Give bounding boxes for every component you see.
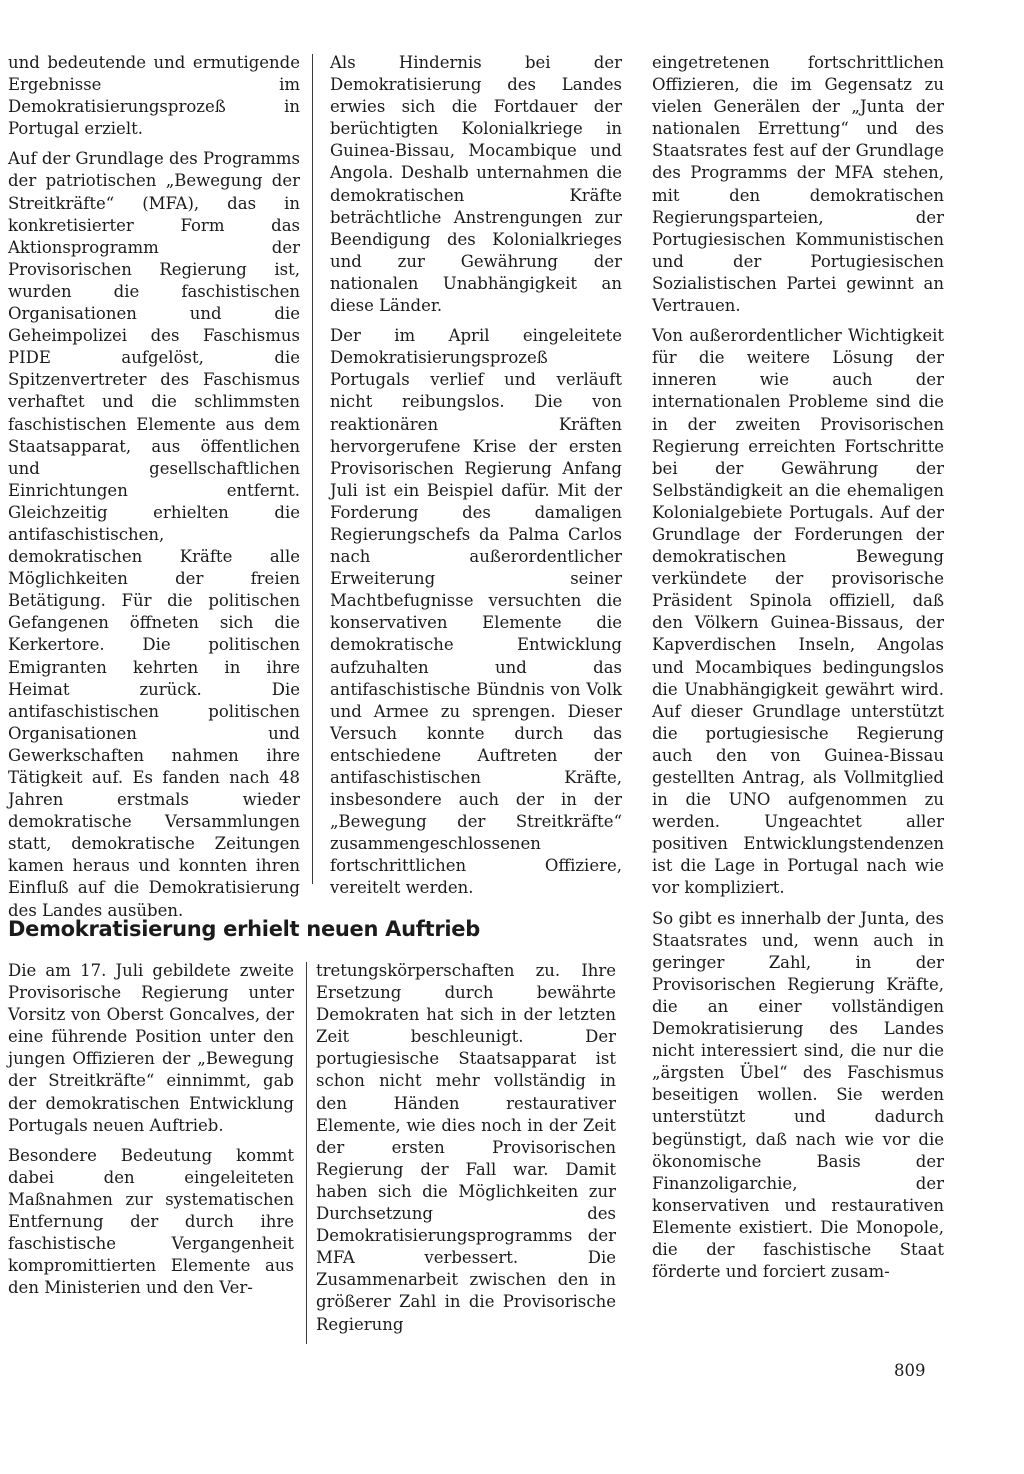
- paragraph: Auf der Grundlage des Programms der patriotischen „Bewegung der Streitkräfte“ (MFA), das in konkretisierter Form das Aktionsprogramm der Provisorischen Regierung ist, wurden die faschistischen Organisationen und die Geheimpolizei des Faschismus PIDE aufgelöst, die Spitzenvertreter des Faschismus verhaftet und die schlimmsten faschistischen Elemente aus dem Staatsapparat, aus öffentlichen und gesellschaftlichen Einrichtungen entfernt. Gleichzeitig erhielten die antifaschistischen, demokratischen Kräfte alle Möglichkeiten der freien Betätigung. Für die politischen Gefangenen öffneten sich die Kerkertore. Die politischen Emigranten kehrten in ihre Heimat zurück. Die antifaschistischen politischen Organisationen und Gewerkschaften nahmen ihre Tätigkeit auf. Es fanden nach 48 Jahren erstmals wieder demokratische Versammlungen statt, demokratische Zeitungen kamen heraus und konnten ihren Einfluß auf die Demokratisierung des Landes ausüben.: [8, 149, 300, 920]
- paragraph: So gibt es innerhalb der Junta, des Staatsrates und, wenn auch in geringer Zahl, in der Provisorischen Regierung Kräfte, die an einer vollständigen Demokratisierung des Landes nicht interessiert sind, die nur die „ärgsten Übel“ des Faschismus beseitigen wollen. Sie werden unterstützt und dadurch begünstigt, daß nach wie vor die ökonomische Basis der Finanzoligarchie, der konservativen und restaurativen Elemente existiert. Die Monopole, die der faschistische Staat förderte und forciert zusam-: [652, 908, 944, 1282]
- paragraph: tretungskörperschaften zu. Ihre Ersetzung durch bewährte Demokraten hat sich in der letzten Zeit beschleunigt. Der portugiesische Staatsapparat ist schon nicht mehr vollständig in den Händen restaurativer Elemente, wie dies noch in der Zeit der ersten Provisorischen Regierung der Fall war. Damit haben sich die Möglichkeiten zur Durchsetzung des Demokratisierungsprogramms der MFA verbessert. Die Zusammenarbeit zwischen den in größerer Zahl in die Provisorische Regierung: [316, 961, 616, 1334]
- section-column-left: [8, 960, 294, 1307]
- paragraph: Besondere Bedeutung kommt dabei den eingeleiteten Maßnahmen zur systematischen Entfernung der durch ihre faschistische Vergangenheit kompromittierten Elemente aus den Ministerien und den Ver-: [8, 1145, 294, 1298]
- text-column-middle: [330, 52, 622, 908]
- paragraph: Die am 17. Juli gebildete zweite Provisorische Regierung unter Vorsitz von Oberst Goncalves, der eine führende Position unter den jungen Offizieren der „Bewegung der Streitkräfte“ einnimmt, gab der demokratischen Entwicklung Portugals neuen Auftrieb.: [8, 961, 294, 1135]
- page-number: 809: [894, 1361, 926, 1380]
- text-column-left: [8, 52, 300, 930]
- column-divider: [312, 54, 313, 884]
- section-column-middle: [316, 960, 616, 1344]
- section-heading: Demokratisierung erhielt neuen Auftrieb: [8, 917, 480, 941]
- column-divider: [306, 962, 307, 1344]
- paragraph: und bedeutende und ermutigende Ergebnisse im Demokratisierungsprozeß in Portugal erzielt.: [8, 53, 300, 139]
- paragraph: eingetretenen fortschrittlichen Offizieren, die im Gegensatz zu vielen Generälen der „Junta der nationalen Errettung“ und des Staatsrates fest auf der Grundlage des Programms der MFA stehen, mit den demokratischen Regierungsparteien, der Portugiesischen Kommunistischen und der Portugiesischen Sozialistischen Partei gewinnt an Vertrauen.: [652, 53, 944, 316]
- paragraph: Von außerordentlicher Wichtigkeit für die weitere Lösung der inneren wie auch der internationalen Probleme sind die in der zweiten Provisorischen Regierung erreichten Fortschritte bei der Gewährung der Selbständigkeit an die ehemaligen Kolonialgebiete Portugals. Auf der Grundlage der Forderungen der demokratischen Bewegung verkündete der provisorische Präsident Spinola offiziell, daß den Völkern Guinea-Bissaus, der Kapverdischen Inseln, Angolas und Mocambiques bedingungslos die Unabhängigkeit gewährt wird. Auf dieser Grundlage unterstützt die portugiesische Regierung auch den von Guinea-Bissau gestellten Antrag, als Vollmitglied in die UNO aufgenommen zu werden. Ungeachtet aller positiven Entwicklungstendenzen ist die Lage in Portugal nach wie vor kompliziert.: [652, 326, 944, 898]
- paragraph: Als Hindernis bei der Demokratisierung des Landes erwies sich die Fortdauer der berüchtigten Kolonialkriege in Guinea-Bissau, Mocambique und Angola. Deshalb unternahmen die demokratischen Kräfte beträchtliche Anstrengungen zur Beendigung des Kolonialkrieges und zur Gewährung der nationalen Unabhängigkeit an diese Länder.: [330, 53, 622, 316]
- text-column-right: [652, 52, 944, 1291]
- paragraph: Der im April eingeleitete Demokratisierungsprozeß Portugals verlief und verläuft nicht reibungslos. Die von reaktionären Kräften hervorgerufene Krise der ersten Provisorischen Regierung Anfang Juli ist ein Beispiel dafür. Mit der Forderung des damaligen Regierungschefs da Palma Carlos nach außerordentlicher Erweiterung seiner Machtbefugnisse versuchten die konservativen Elemente die demokratische Entwicklung aufzuhalten und das antifaschistische Bündnis von Volk und Armee zu sprengen. Dieser Versuch konnte durch das entschiedene Auftreten der antifaschistischen Kräfte, insbesondere auch der in der „Bewegung der Streitkräfte“ zusammengeschlossenen fortschrittlichen Offiziere, vereitelt werden.: [330, 326, 622, 898]
